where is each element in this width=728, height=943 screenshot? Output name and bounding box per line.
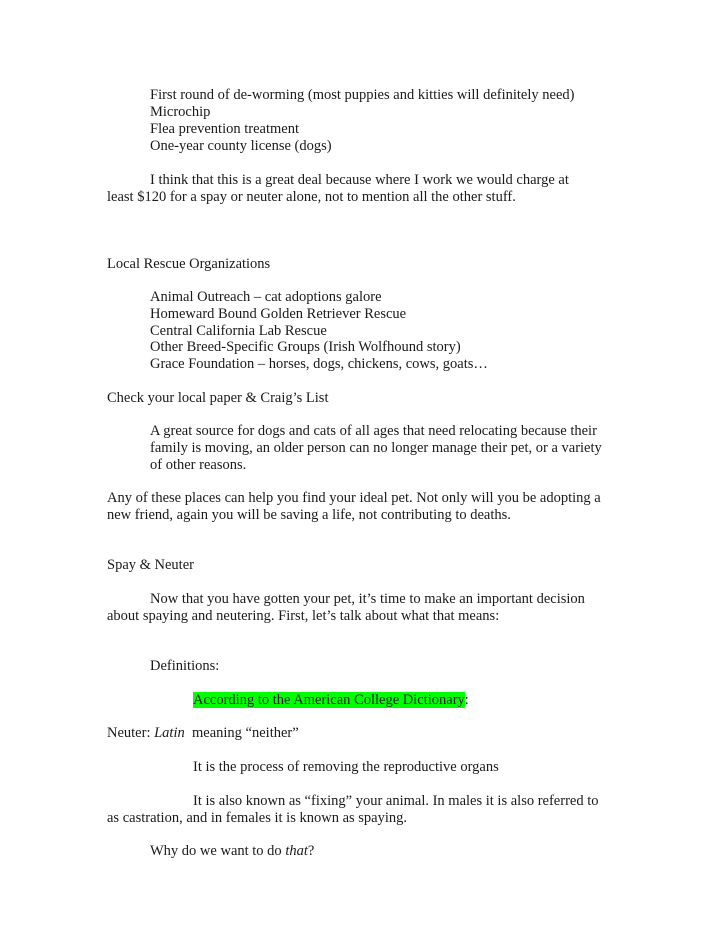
question-start: Why do we want to do: [150, 843, 286, 859]
term: Neuter:: [107, 725, 155, 741]
section-heading: Check your local paper & Craig’s List: [107, 390, 329, 406]
paragraph-line: It is the process of removing the reproductive organs: [193, 759, 499, 775]
question-line: [150, 843, 314, 860]
neuter-definition: [107, 725, 299, 742]
list-item: Grace Foundation – horses, dogs, chickens, cows, goats…: [150, 356, 488, 372]
list-item: Other Breed-Specific Groups (Irish Wolfhound story): [150, 339, 461, 355]
list-item: One-year county license (dogs): [150, 138, 332, 154]
list-item: Flea prevention treatment: [150, 121, 299, 137]
paragraph-line: new friend, again you will be saving a life, not contributing to deaths.: [107, 507, 511, 523]
language: Latin: [154, 725, 185, 741]
list-item: First round of de-worming (most puppies and kitties will definitely need): [150, 87, 575, 103]
paragraph-line: least $120 for a spay or neuter alone, not to mention all the other stuff.: [107, 189, 516, 205]
paragraph-line: Now that you have gotten your pet, it’s time to make an important decision: [150, 591, 585, 607]
paragraph-line: of other reasons.: [150, 457, 247, 473]
question-end: ?: [307, 843, 315, 859]
meaning: meaning “neither”: [184, 725, 299, 741]
paragraph-line: A great source for dogs and cats of all ages that need relocating because their: [150, 423, 597, 439]
highlighted-text: According to the American College Dictionary: [193, 692, 465, 708]
colon: :: [464, 692, 469, 708]
paragraph-line: family is moving, an older person can no longer manage their pet, or a variety: [150, 440, 602, 456]
section-heading: Local Rescue Organizations: [107, 256, 271, 272]
list-item: Central California Lab Rescue: [150, 323, 327, 339]
paragraph-line: Any of these places can help you find your ideal pet. Not only will you be adopting a: [107, 490, 601, 506]
paragraph-line: It is also known as “fixing” your animal. In males it is also referred to: [193, 793, 599, 809]
emphasis: that: [285, 843, 308, 859]
paragraph-line: I think that this is a great deal because where I work we would charge at: [150, 172, 569, 188]
list-item: Microchip: [150, 104, 211, 120]
dictionary-reference: [193, 692, 469, 709]
section-heading: Spay & Neuter: [107, 557, 194, 573]
paragraph-line: as castration, and in females it is known as spaying.: [107, 810, 408, 826]
list-item: Homeward Bound Golden Retriever Rescue: [150, 306, 407, 322]
paragraph-line: about spaying and neutering. First, let’s talk about what that means:: [107, 608, 500, 624]
definitions-label: Definitions:: [150, 658, 220, 674]
list-item: Animal Outreach – cat adoptions galore: [150, 289, 382, 305]
